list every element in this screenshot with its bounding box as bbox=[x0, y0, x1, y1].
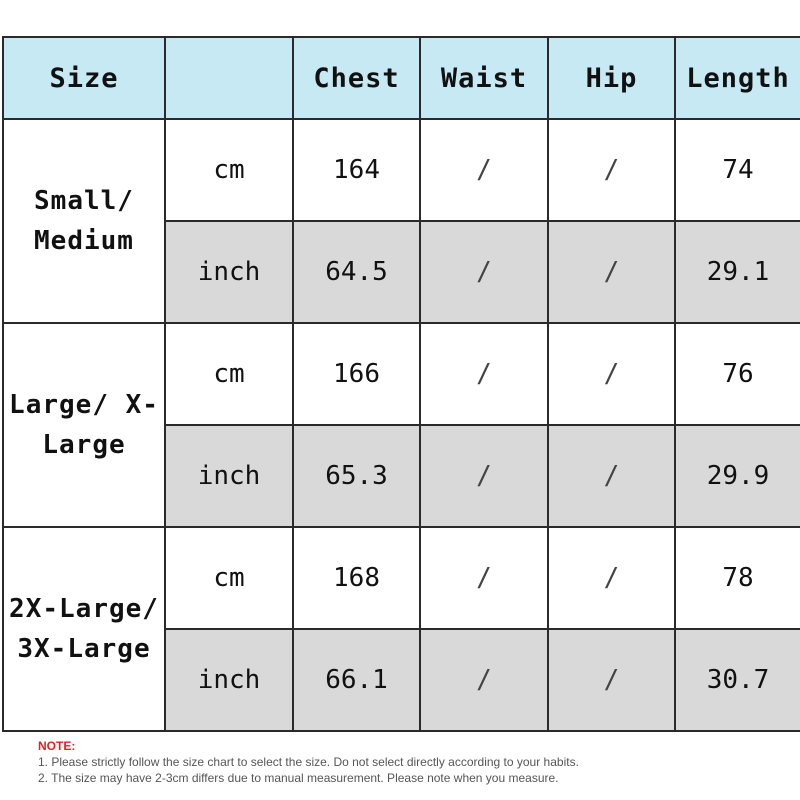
unit-cell: inch bbox=[165, 425, 293, 527]
size-label-line1: 2X-Large/ bbox=[9, 594, 159, 624]
length-cell: 78 bbox=[675, 527, 800, 629]
header-hip: Hip bbox=[548, 37, 675, 119]
hip-cell: / bbox=[548, 629, 675, 731]
size-chart-table bbox=[2, 36, 800, 732]
header-unit bbox=[165, 37, 293, 119]
table-row bbox=[3, 323, 800, 425]
hip-cell: / bbox=[548, 119, 675, 221]
size-label-line2: Medium bbox=[34, 226, 134, 256]
hip-cell: / bbox=[548, 221, 675, 323]
length-cell: 74 bbox=[675, 119, 800, 221]
waist-cell: / bbox=[420, 119, 548, 221]
header-size: Size bbox=[3, 37, 165, 119]
note-title: NOTE: bbox=[38, 739, 76, 753]
chest-cell: 64.5 bbox=[293, 221, 420, 323]
waist-cell: / bbox=[420, 629, 548, 731]
length-cell: 29.1 bbox=[675, 221, 800, 323]
waist-cell: / bbox=[420, 425, 548, 527]
chest-cell: 65.3 bbox=[293, 425, 420, 527]
hip-cell: / bbox=[548, 527, 675, 629]
waist-cell: / bbox=[420, 527, 548, 629]
length-cell: 76 bbox=[675, 323, 800, 425]
unit-cell: inch bbox=[165, 629, 293, 731]
size-label-line2: 3X-Large bbox=[17, 634, 151, 664]
chest-cell: 164 bbox=[293, 119, 420, 221]
chest-cell: 166 bbox=[293, 323, 420, 425]
table-row bbox=[3, 527, 800, 629]
unit-cell: cm bbox=[165, 119, 293, 221]
length-cell: 30.7 bbox=[675, 629, 800, 731]
size-label-line2: Large bbox=[42, 430, 126, 460]
header-waist: Waist bbox=[420, 37, 548, 119]
size-label-2xlarge-3xlarge bbox=[3, 527, 165, 731]
hip-cell: / bbox=[548, 425, 675, 527]
length-cell: 29.9 bbox=[675, 425, 800, 527]
size-label-line1: Small/ bbox=[34, 186, 134, 216]
unit-cell: inch bbox=[165, 221, 293, 323]
hip-cell: / bbox=[548, 323, 675, 425]
size-label-large-xlarge bbox=[3, 323, 165, 527]
note-line-2: 2. The size may have 2-3cm differs due to manual measurement. Please note when you measure. bbox=[38, 771, 559, 785]
unit-cell: cm bbox=[165, 323, 293, 425]
table-row bbox=[3, 119, 800, 221]
header-length: Length bbox=[675, 37, 800, 119]
size-label-line1: Large/ X- bbox=[9, 390, 159, 420]
note-line-1: 1. Please strictly follow the size chart to select the size. Do not select directly according to your habits. bbox=[38, 755, 579, 769]
chest-cell: 66.1 bbox=[293, 629, 420, 731]
waist-cell: / bbox=[420, 221, 548, 323]
header-chest: Chest bbox=[293, 37, 420, 119]
chest-cell: 168 bbox=[293, 527, 420, 629]
header-row bbox=[3, 37, 800, 119]
waist-cell: / bbox=[420, 323, 548, 425]
unit-cell: cm bbox=[165, 527, 293, 629]
notes-section bbox=[38, 738, 579, 786]
size-label-small-medium bbox=[3, 119, 165, 323]
